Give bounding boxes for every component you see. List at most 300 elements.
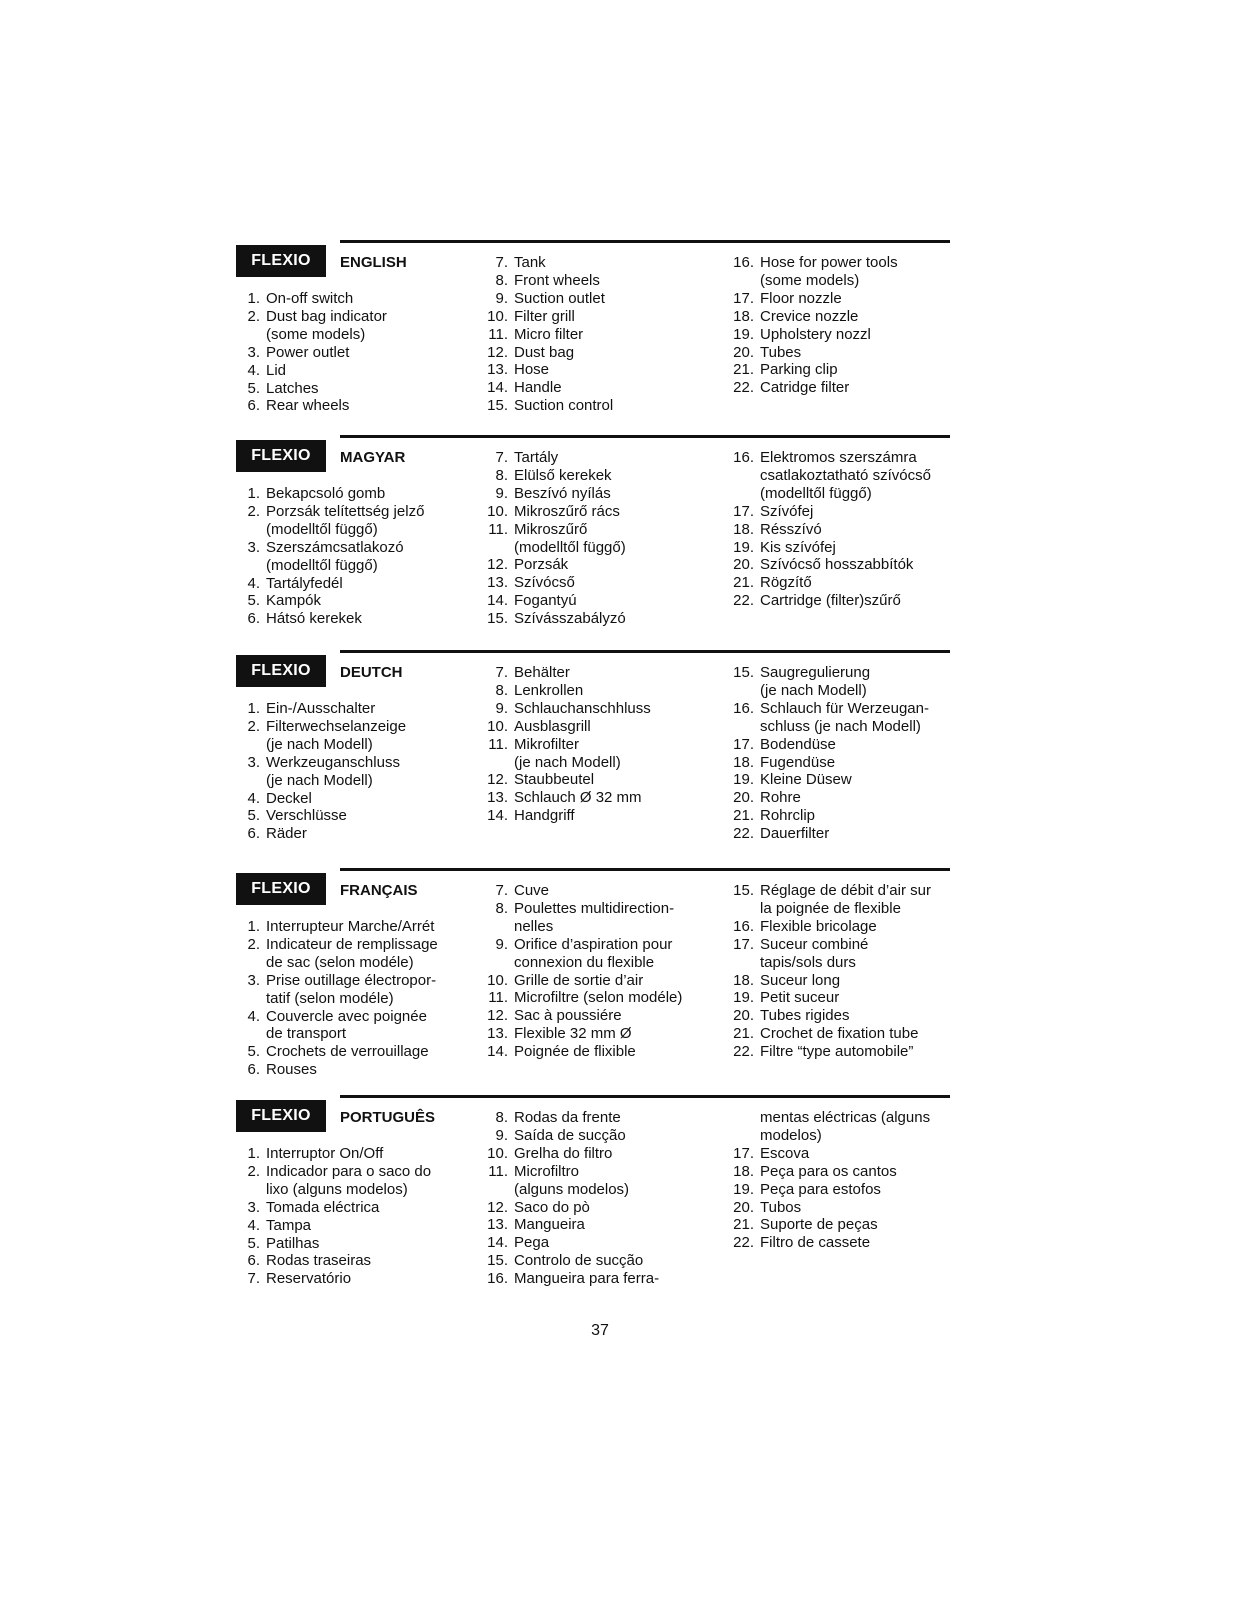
item-text: Werkzeuganschluss — [266, 753, 400, 771]
item-number: 14. — [487, 807, 508, 825]
list-item — [730, 754, 960, 772]
list-item — [484, 485, 714, 503]
item-text: Indicador para o saco do — [266, 1162, 432, 1180]
list-item — [484, 1199, 714, 1217]
item-text: Saugregulierung — [760, 664, 871, 681]
list-item — [236, 918, 466, 936]
list-item — [484, 592, 714, 610]
list-item-continuation — [730, 682, 960, 700]
item-number: 20. — [733, 343, 754, 361]
item-text: Dust bag indicator — [266, 307, 387, 325]
item-number: 16. — [487, 1270, 508, 1288]
item-text: Dust bag — [514, 343, 575, 361]
item-text: Szívófej — [760, 502, 814, 520]
list-item-continuation — [730, 485, 960, 503]
item-text: Reservatório — [266, 1270, 352, 1288]
list-item-continuation — [236, 990, 466, 1008]
item-number: 9. — [495, 289, 508, 307]
item-text: la poignée de flexible — [760, 899, 901, 917]
list-item — [236, 936, 466, 954]
item-text: Beszívó nyílás — [514, 484, 611, 502]
list-item — [730, 825, 960, 843]
item-text: Szívócső — [514, 574, 575, 592]
list-item — [484, 1025, 714, 1043]
item-text: Mangueira — [514, 1216, 585, 1234]
list-item — [484, 610, 714, 628]
list-item — [236, 700, 466, 718]
list-item — [730, 539, 960, 557]
item-text: Räder — [266, 825, 307, 843]
item-number: 7. — [247, 1270, 260, 1288]
list-item — [730, 936, 960, 954]
list-item — [236, 290, 466, 308]
list-item-continuation — [730, 954, 960, 972]
list-item — [484, 736, 714, 754]
parts-list-col-2 — [484, 254, 714, 415]
item-text: Schlauch für Werzeugan- — [760, 699, 929, 717]
item-number: 17. — [733, 935, 754, 953]
list-item — [730, 344, 960, 362]
item-number: 21. — [733, 807, 754, 825]
item-number: 21. — [733, 1025, 754, 1043]
item-number: 2. — [247, 717, 260, 735]
parts-list-col-3 — [730, 664, 960, 843]
list-item — [484, 361, 714, 379]
item-text: Suceur long — [760, 971, 841, 989]
item-text: Catridge filter — [760, 379, 850, 397]
list-item-continuation — [730, 1109, 960, 1127]
item-text: Kampók — [266, 592, 322, 610]
item-number: 19. — [733, 1180, 754, 1198]
item-text: Schlauch Ø 32 mm — [514, 789, 642, 807]
item-number: 4. — [247, 1216, 260, 1234]
item-text: Tubes — [760, 343, 802, 361]
item-number: 16. — [733, 917, 754, 935]
item-number: 18. — [733, 520, 754, 538]
list-item — [236, 575, 466, 593]
item-text: Cartridge (filter)szűrő — [760, 592, 901, 610]
list-item — [730, 882, 960, 900]
list-item-continuation — [236, 557, 466, 575]
list-item — [484, 789, 714, 807]
item-number: 11. — [488, 735, 508, 753]
item-text: Grille de sortie d’air — [514, 971, 644, 989]
list-item-continuation — [484, 918, 714, 936]
list-item — [236, 825, 466, 843]
item-number: 10. — [487, 717, 508, 735]
item-text: Rohre — [760, 789, 801, 807]
item-number: 1. — [247, 485, 260, 502]
item-number: 2. — [247, 502, 260, 520]
list-item — [730, 918, 960, 936]
item-number: 5. — [247, 807, 260, 825]
item-text: de sac (selon modéle) — [266, 953, 414, 971]
list-item — [236, 718, 466, 736]
item-number: 21. — [733, 361, 754, 379]
brand-badge: FLEXIO — [236, 873, 326, 905]
item-text: (je nach Modell) — [514, 753, 621, 771]
list-item-continuation — [730, 900, 960, 918]
item-text: Suction control — [514, 397, 614, 415]
item-text: Tartályfedél — [266, 574, 343, 592]
item-text: Suporte de peças — [760, 1216, 878, 1234]
parts-list-col-1 — [236, 700, 466, 843]
item-text: Fogantyú — [514, 592, 577, 610]
item-text: Rohrclip — [760, 807, 816, 825]
item-text: Indicateur de remplissage — [266, 935, 438, 953]
item-text: Mikroszűrő — [514, 520, 588, 538]
item-number: 1. — [247, 700, 260, 717]
parts-list-col-3 — [730, 254, 960, 397]
item-number: 5. — [247, 1043, 260, 1061]
item-text: Suceur combiné — [760, 935, 869, 953]
list-item — [730, 989, 960, 1007]
item-text: Schlauchanschhluss — [514, 699, 651, 717]
list-item — [484, 272, 714, 290]
item-text: Tubes rigides — [760, 1007, 850, 1025]
list-item — [236, 1043, 466, 1061]
item-number: 12. — [487, 556, 508, 574]
list-item — [484, 972, 714, 990]
list-item-continuation — [730, 272, 960, 290]
item-text: Handle — [514, 379, 562, 397]
item-text: Filtro de cassete — [760, 1234, 871, 1252]
list-item — [236, 1199, 466, 1217]
list-item — [484, 1007, 714, 1025]
item-text: Handgriff — [514, 807, 575, 825]
item-number: 19. — [733, 325, 754, 343]
list-item — [730, 592, 960, 610]
item-text: Ausblasgrill — [514, 717, 591, 735]
item-number: 18. — [733, 1162, 754, 1180]
item-number: 14. — [487, 592, 508, 610]
item-number: 4. — [247, 574, 260, 592]
item-text: Hátsó kerekek — [266, 610, 362, 628]
item-text: Elülső kerekek — [514, 466, 612, 484]
item-number: 6. — [247, 825, 260, 843]
item-text: de transport — [266, 1025, 347, 1043]
item-text: Porzsák telítettség jelző — [266, 502, 425, 520]
list-item — [236, 485, 466, 503]
item-text: Filtre “type automobile” — [760, 1043, 914, 1061]
item-number: 2. — [247, 307, 260, 325]
item-text: Résszívó — [760, 520, 822, 538]
list-item — [236, 972, 466, 990]
list-item-continuation — [236, 736, 466, 754]
item-text: Prise outillage électropor- — [266, 971, 437, 989]
list-item — [484, 664, 714, 682]
item-number: 21. — [733, 1216, 754, 1234]
item-number: 13. — [487, 1216, 508, 1234]
item-text: Interrupteur Marche/Arrét — [266, 918, 435, 935]
item-text: Saco do pò — [514, 1198, 590, 1216]
item-number: 17. — [733, 502, 754, 520]
section-language-title: PORTUGUÊS — [340, 1109, 436, 1126]
list-item — [484, 1216, 714, 1234]
list-item — [236, 1008, 466, 1026]
item-number: 15. — [733, 664, 754, 681]
item-number: 7. — [495, 664, 508, 681]
item-text: Parking clip — [760, 361, 838, 379]
section-rule — [340, 435, 950, 438]
list-item — [730, 1234, 960, 1252]
item-number: 13. — [487, 361, 508, 379]
parts-list-col-2 — [484, 882, 714, 1061]
item-number: 15. — [733, 882, 754, 899]
item-text: (je nach Modell) — [266, 735, 373, 753]
list-item — [236, 807, 466, 825]
list-item — [236, 754, 466, 772]
list-item — [730, 521, 960, 539]
list-item — [236, 592, 466, 610]
item-number: 11. — [488, 520, 508, 538]
list-item — [730, 379, 960, 397]
item-text: Front wheels — [514, 271, 600, 289]
item-text: Grelha do filtro — [514, 1144, 613, 1162]
list-item — [730, 1007, 960, 1025]
parts-list-col-1 — [236, 290, 466, 415]
list-item — [484, 344, 714, 362]
item-text: Rögzítő — [760, 574, 812, 592]
item-text: Crevice nozzle — [760, 307, 859, 325]
list-item — [730, 807, 960, 825]
list-item — [236, 1270, 466, 1288]
item-number: 10. — [487, 502, 508, 520]
list-item — [730, 361, 960, 379]
list-item — [730, 254, 960, 272]
item-number: 10. — [487, 1144, 508, 1162]
item-number: 20. — [733, 1198, 754, 1216]
item-text: Microfiltro — [514, 1162, 580, 1180]
list-item — [484, 900, 714, 918]
item-text: Szerszámcsatlakozó — [266, 538, 404, 556]
item-text: Elektromos szerszámra — [760, 449, 917, 466]
parts-list-col-2 — [484, 664, 714, 825]
section-rule — [340, 650, 950, 653]
list-item-continuation — [236, 1025, 466, 1043]
item-number: 9. — [495, 484, 508, 502]
list-item — [730, 1216, 960, 1234]
item-number: 11. — [488, 325, 508, 343]
list-item — [730, 449, 960, 467]
item-number: 5. — [247, 592, 260, 610]
item-number: 6. — [247, 1252, 260, 1270]
list-item — [236, 344, 466, 362]
list-item-continuation — [236, 521, 466, 539]
item-text: modelos) — [760, 1126, 822, 1144]
list-item-continuation — [484, 539, 714, 557]
item-text: Suction outlet — [514, 289, 605, 307]
page-number: 37 — [591, 1322, 609, 1339]
item-text: Hose for power tools — [760, 254, 898, 271]
list-item — [730, 1199, 960, 1217]
list-item — [484, 1127, 714, 1145]
item-number: 6. — [247, 1061, 260, 1079]
list-item — [730, 664, 960, 682]
list-item — [484, 556, 714, 574]
item-text: Mikrofilter — [514, 735, 580, 753]
list-item — [484, 254, 714, 272]
item-number: 19. — [733, 771, 754, 789]
list-item — [484, 989, 714, 1007]
item-text: (modelltől függő) — [514, 538, 626, 556]
item-text: tapis/sols durs — [760, 953, 856, 971]
list-item-continuation — [236, 1181, 466, 1199]
list-item — [236, 610, 466, 628]
list-item — [236, 1252, 466, 1270]
item-number: 3. — [247, 1198, 260, 1216]
list-item-continuation — [730, 718, 960, 736]
item-number: 22. — [733, 1043, 754, 1061]
list-item — [484, 682, 714, 700]
item-number: 8. — [495, 1109, 508, 1126]
item-text: (modelltől függő) — [760, 484, 872, 502]
item-text: (some models) — [760, 271, 860, 289]
list-item — [730, 1025, 960, 1043]
item-number: 17. — [733, 735, 754, 753]
item-text: Bekapcsoló gomb — [266, 485, 386, 502]
list-item — [236, 790, 466, 808]
list-item — [484, 882, 714, 900]
item-text: Rear wheels — [266, 397, 350, 415]
item-number: 19. — [733, 538, 754, 556]
list-item — [236, 1145, 466, 1163]
item-number: 2. — [247, 935, 260, 953]
item-number: 20. — [733, 789, 754, 807]
section-rule — [340, 240, 950, 243]
parts-list-col-3 — [730, 882, 960, 1061]
list-item — [484, 771, 714, 789]
list-item — [484, 397, 714, 415]
item-text: lixo (alguns modelos) — [266, 1180, 408, 1198]
list-item — [730, 736, 960, 754]
section-rule — [340, 1095, 950, 1098]
item-number: 8. — [495, 681, 508, 699]
list-item-continuation — [236, 954, 466, 972]
list-item — [236, 1061, 466, 1079]
item-text: Mikroszűrő rács — [514, 502, 620, 520]
list-item — [484, 1109, 714, 1127]
item-number: 7. — [495, 254, 508, 271]
item-number: 15. — [487, 610, 508, 628]
list-item — [730, 503, 960, 521]
item-text: Escova — [760, 1144, 810, 1162]
item-number: 1. — [247, 1145, 260, 1162]
item-text: On-off switch — [266, 290, 354, 307]
item-number: 12. — [487, 1007, 508, 1025]
item-text: Microfiltre (selon modéle) — [514, 989, 683, 1007]
list-item — [484, 1234, 714, 1252]
item-number: 16. — [733, 449, 754, 466]
item-number: 5. — [247, 379, 260, 397]
item-text: Tomada eléctrica — [266, 1198, 380, 1216]
item-number: 8. — [495, 466, 508, 484]
list-item — [236, 1163, 466, 1181]
item-text: (je nach Modell) — [266, 771, 373, 789]
list-item — [484, 1043, 714, 1061]
item-number: 4. — [247, 789, 260, 807]
item-number: 22. — [733, 379, 754, 397]
item-text: Latches — [266, 379, 319, 397]
item-text: Poignée de flixible — [514, 1043, 636, 1061]
item-number: 9. — [495, 935, 508, 953]
brand-badge: FLEXIO — [236, 440, 326, 472]
list-item-continuation — [236, 772, 466, 790]
item-number: 3. — [247, 343, 260, 361]
item-text: Tank — [514, 254, 546, 271]
item-number: 2. — [247, 1162, 260, 1180]
item-number: 14. — [487, 1234, 508, 1252]
item-text: Porzsák — [514, 556, 569, 574]
item-number: 14. — [487, 1043, 508, 1061]
list-item — [730, 1043, 960, 1061]
item-number: 13. — [487, 789, 508, 807]
item-number: 17. — [733, 1144, 754, 1162]
item-text: Pega — [514, 1234, 550, 1252]
item-number: 22. — [733, 1234, 754, 1252]
item-text: Fugendüse — [760, 753, 836, 771]
list-item — [730, 556, 960, 574]
list-item — [484, 379, 714, 397]
item-text: (modelltől függő) — [266, 520, 378, 538]
item-text: nelles — [514, 917, 554, 935]
item-text: Poulettes multidirection- — [514, 899, 675, 917]
list-item — [730, 574, 960, 592]
item-text: Deckel — [266, 789, 312, 807]
item-number: 3. — [247, 971, 260, 989]
brand-badge: FLEXIO — [236, 245, 326, 277]
list-item — [236, 308, 466, 326]
item-text: Cuve — [514, 882, 550, 899]
parts-list-col-3 — [730, 1109, 960, 1252]
item-text: Floor nozzle — [760, 289, 842, 307]
item-number: 17. — [733, 289, 754, 307]
item-text: Peça para estofos — [760, 1180, 881, 1198]
item-number: 12. — [487, 343, 508, 361]
item-number: 8. — [495, 271, 508, 289]
item-number: 18. — [733, 307, 754, 325]
list-item — [730, 326, 960, 344]
item-text: Saída de sucção — [514, 1126, 626, 1144]
item-text: (alguns modelos) — [514, 1180, 630, 1198]
item-text: Hose — [514, 361, 550, 379]
brand-badge: FLEXIO — [236, 655, 326, 687]
item-number: 3. — [247, 753, 260, 771]
list-item — [484, 308, 714, 326]
item-number: 6. — [247, 397, 260, 415]
item-number: 5. — [247, 1234, 260, 1252]
section-language-title: ENGLISH — [340, 254, 407, 271]
item-number: 10. — [487, 307, 508, 325]
section-rule — [340, 868, 950, 871]
item-text: Behälter — [514, 664, 570, 681]
item-text: (je nach Modell) — [760, 681, 867, 699]
list-item — [730, 308, 960, 326]
item-text: Filter grill — [514, 307, 575, 325]
list-item — [730, 1163, 960, 1181]
item-text: Petit suceur — [760, 989, 840, 1007]
item-text: mentas eléctricas (alguns — [760, 1109, 931, 1126]
list-item — [236, 539, 466, 557]
item-text: Dauerfilter — [760, 825, 830, 843]
item-text: Couvercle avec poignée — [266, 1007, 427, 1025]
list-item — [484, 1252, 714, 1270]
list-item — [730, 771, 960, 789]
list-item — [730, 1181, 960, 1199]
list-item — [484, 467, 714, 485]
item-number: 21. — [733, 574, 754, 592]
parts-list-col-1 — [236, 485, 466, 628]
